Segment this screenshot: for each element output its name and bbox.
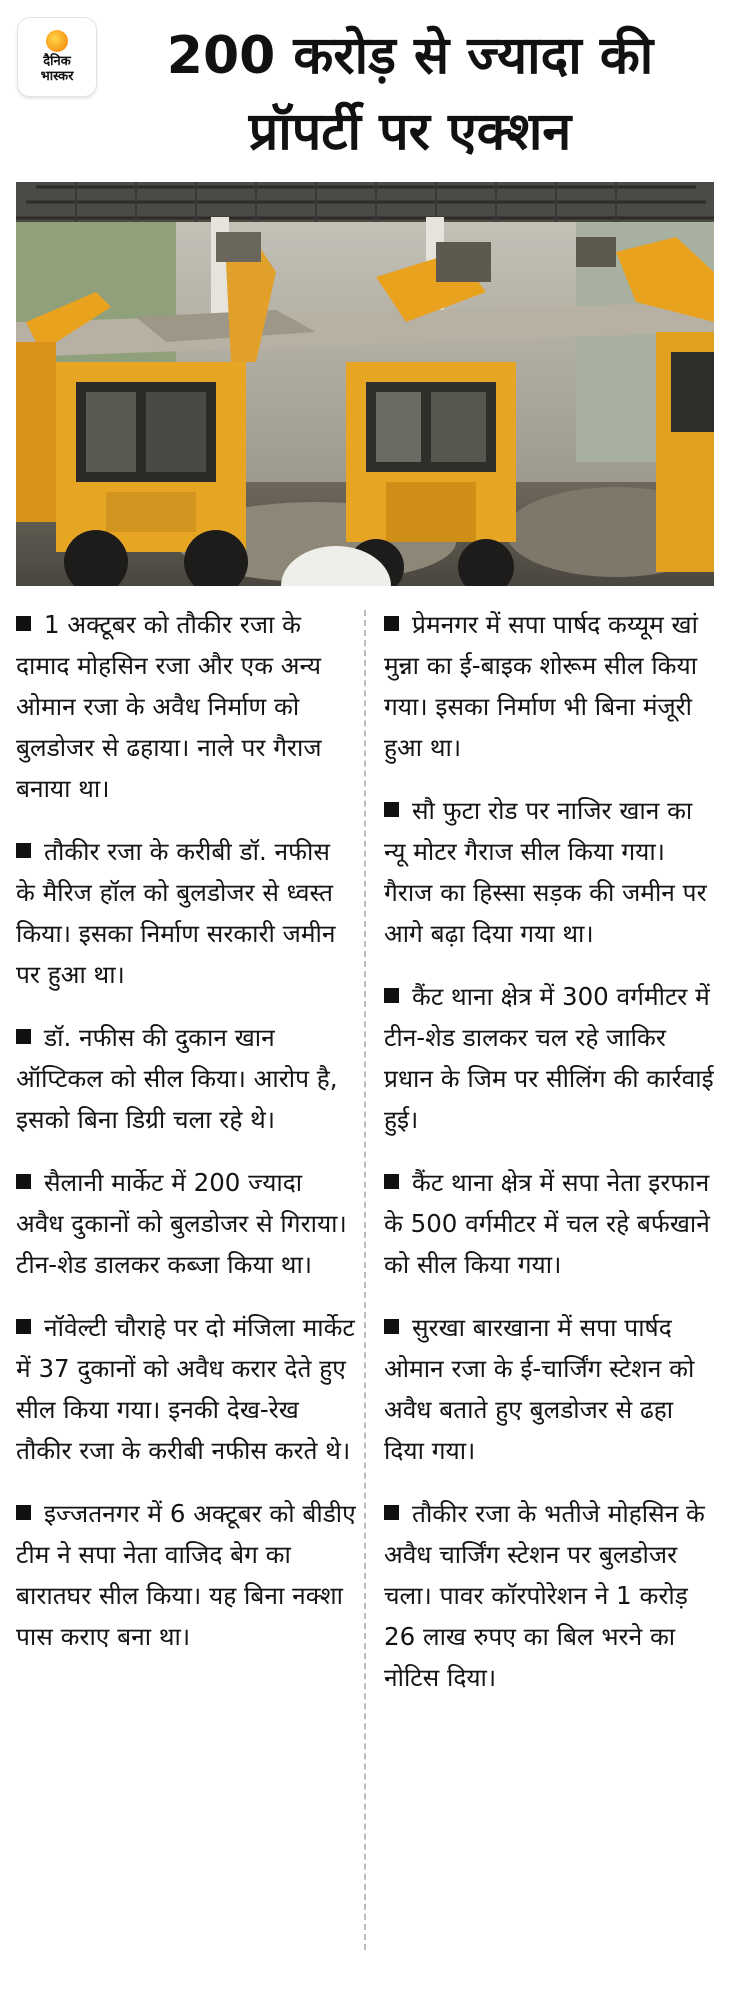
bulldozer-demolition-photo — [16, 182, 714, 586]
list-item — [384, 1307, 714, 1471]
square-bullet-icon — [16, 1029, 31, 1044]
list-item — [16, 1493, 356, 1657]
dainik-bhaskar-logo — [18, 18, 96, 96]
list-item — [16, 604, 356, 809]
square-bullet-icon — [16, 1174, 31, 1189]
item-text: प्रेमनगर में सपा पार्षद कय्यूम खां मुन्ना का ई-बाइक शोरूम सील किया गया। इसका निर्माण भी बिना मंजूरी हुआ था। — [384, 610, 698, 762]
headline-line2: प्रॉपर्टी पर एक्शन — [248, 102, 572, 162]
headline-line1: 200 करोड़ से ज्यादा की — [166, 26, 654, 86]
square-bullet-icon — [384, 1505, 399, 1520]
logo-text-line2: भास्कर — [40, 69, 74, 84]
logo-text-line1: दैनिक — [43, 54, 71, 69]
photo-illustration — [16, 182, 714, 586]
square-bullet-icon — [384, 988, 399, 1003]
list-item — [384, 1162, 714, 1285]
list-item — [16, 1307, 356, 1471]
item-text: सैलानी मार्केट में 200 ज्यादा अवैध दुकानों को बुलडोजर से गिराया। टीन-शेड डालकर कब्जा किया था। — [16, 1168, 347, 1279]
item-text: तौकीर रजा के भतीजे मोहसिन के अवैध चार्जिंग स्टेशन पर बुलडोजर चला। पावर कॉरपोरेशन ने 1 करोड़ 26 लाख रुपए का बिल भरने का नोटिस दिया। — [384, 1499, 705, 1692]
square-bullet-icon — [16, 1319, 31, 1334]
item-text: सौ फुटा रोड पर नाजिर खान का न्यू मोटर गैराज सील किया गया। गैराज का हिस्सा सड़क की जमीन पर आगे बढ़ा दिया गया था। — [384, 796, 707, 948]
sun-icon — [46, 30, 68, 52]
square-bullet-icon — [16, 616, 31, 631]
item-text: इज्जतनगर में 6 अक्टूबर को बीडीए टीम ने सपा नेता वाजिद बेग का बारातघर सील किया। यह बिना नक्शा पास कराए बना था। — [16, 1499, 356, 1651]
list-item — [16, 1162, 356, 1285]
list-item — [384, 976, 714, 1140]
item-text: नॉवेल्टी चौराहे पर दो मंजिला मार्केट में 37 दुकानों को अवैध करार देते हुए सील किया गया। इनकी देख-रेख तौकीर रजा के करीबी नफीस करते थे। — [16, 1313, 355, 1465]
square-bullet-icon — [384, 802, 399, 817]
square-bullet-icon — [384, 1319, 399, 1334]
item-text: डॉ. नफीस की दुकान खान ऑप्टिकल को सील किया। आरोप है, इसको बिना डिग्री चला रहे थे। — [16, 1023, 338, 1134]
list-item — [384, 1493, 714, 1698]
item-text: तौकीर रजा के करीबी डॉ. नफीस के मैरिज हॉल को बुलडोजर से ध्वस्त किया। इसका निर्माण सरकारी जमीन पर हुआ था। — [16, 837, 336, 989]
square-bullet-icon — [16, 1505, 31, 1520]
item-text: सुरखा बारखाना में सपा पार्षद ओमान रजा के ई-चार्जिंग स्टेशन को अवैध बताते हुए बुलडोजर से ढहा दिया गया। — [384, 1313, 695, 1465]
square-bullet-icon — [384, 1174, 399, 1189]
square-bullet-icon — [16, 843, 31, 858]
list-item — [16, 1017, 356, 1140]
item-text: 1 अक्टूबर को तौकीर रजा के दामाद मोहसिन रजा और एक अन्य ओमान रजा के अवैध निर्माण को बुलडोजर से ढहाया। नाले पर गैराज बनाया था। — [16, 610, 322, 803]
list-item — [16, 831, 356, 995]
item-text: कैंट थाना क्षेत्र में सपा नेता इरफान के 500 वर्गमीटर में चल रहे बर्फखाने को सील किया गया। — [384, 1168, 710, 1279]
list-item — [384, 604, 714, 768]
column-divider — [364, 610, 366, 1950]
right-column — [384, 604, 714, 1720]
left-column — [16, 604, 356, 1679]
headline — [110, 18, 710, 170]
square-bullet-icon — [384, 616, 399, 631]
list-item — [384, 790, 714, 954]
item-text: कैंट थाना क्षेत्र में 300 वर्गमीटर में टीन-शेड डालकर चल रहे जाकिर प्रधान के जिम पर सीलिंग की कार्रवाई हुई। — [384, 982, 714, 1134]
